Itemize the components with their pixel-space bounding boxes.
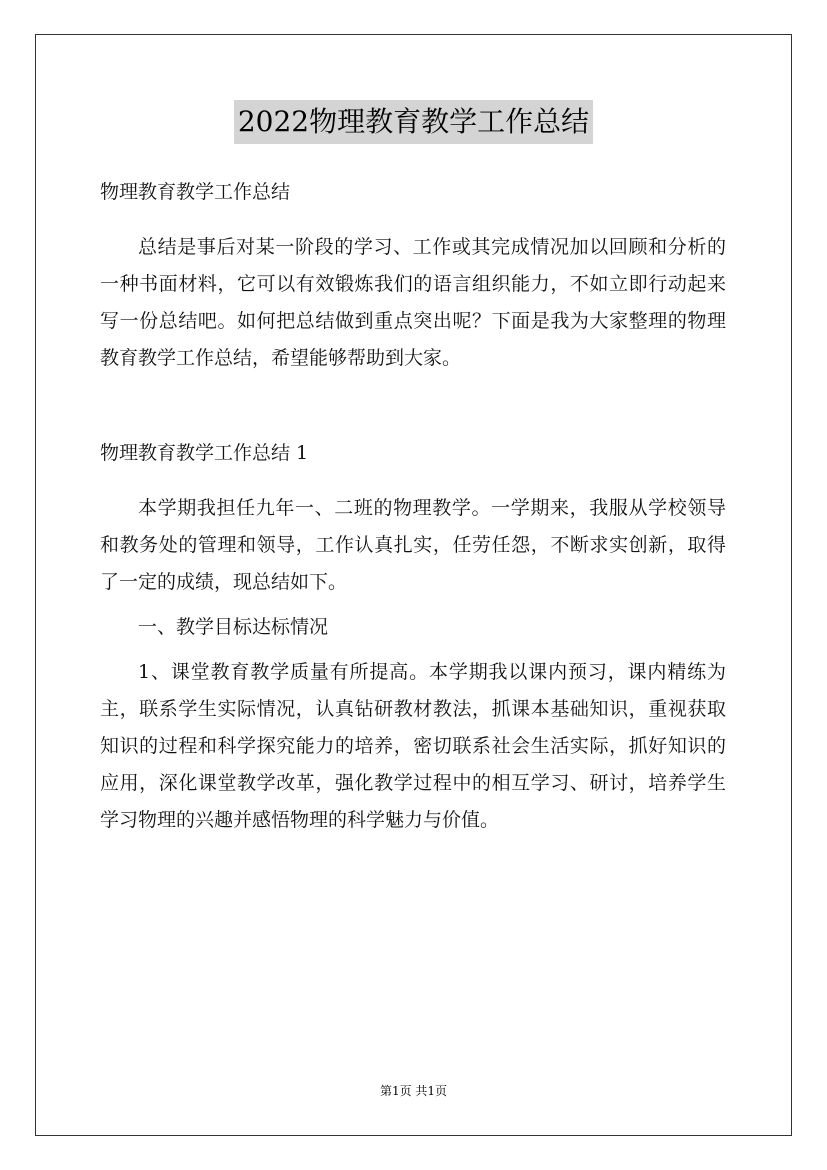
document-body — [100, 174, 726, 839]
section-paragraph-2: 1、课堂教育教学质量有所提高。本学期我以课内预习，课内精练为主，联系学生实际情况，认真钻研教材教法，抓课本基础知识，重视获取知识的过程和科学探究能力的培养，密切联系社会生活实际，抓好知识的应用，深化课堂教学改革，强化教学过程中的相互学习、研讨，培养学生学习物理的兴趣并感悟物理的科学魅力与价值。 — [100, 661, 726, 831]
document-title-block — [0, 100, 827, 144]
section-item-heading: 一、教学目标达标情况 — [138, 616, 329, 638]
section-paragraph-1: 本学期我担任九年一、二班的物理教学。一学期来，我服从学校领导和教务处的管理和领导，工作认真扎实，任劳任怨，不断求实创新，取得了一定的成绩，现总结如下。 — [100, 497, 726, 593]
document-title: 2022物理教育教学工作总结 — [234, 100, 593, 144]
document-heading: 物理教育教学工作总结 — [100, 181, 291, 203]
page-footer: 第1页 共1页 — [379, 1084, 448, 1098]
intro-paragraph: 总结是事后对某一阶段的学习、工作或其完成情况加以回顾和分析的一种书面材料，它可以有效锻炼我们的语言组织能力，不如立即行动起来写一份总结吧。如何把总结做到重点突出呢？下面是我为大家整理的物理教育教学工作总结，希望能够帮助到大家。 — [100, 236, 726, 369]
section-spacer — [100, 377, 726, 435]
section-heading: 物理教育教学工作总结 1 — [100, 442, 309, 464]
